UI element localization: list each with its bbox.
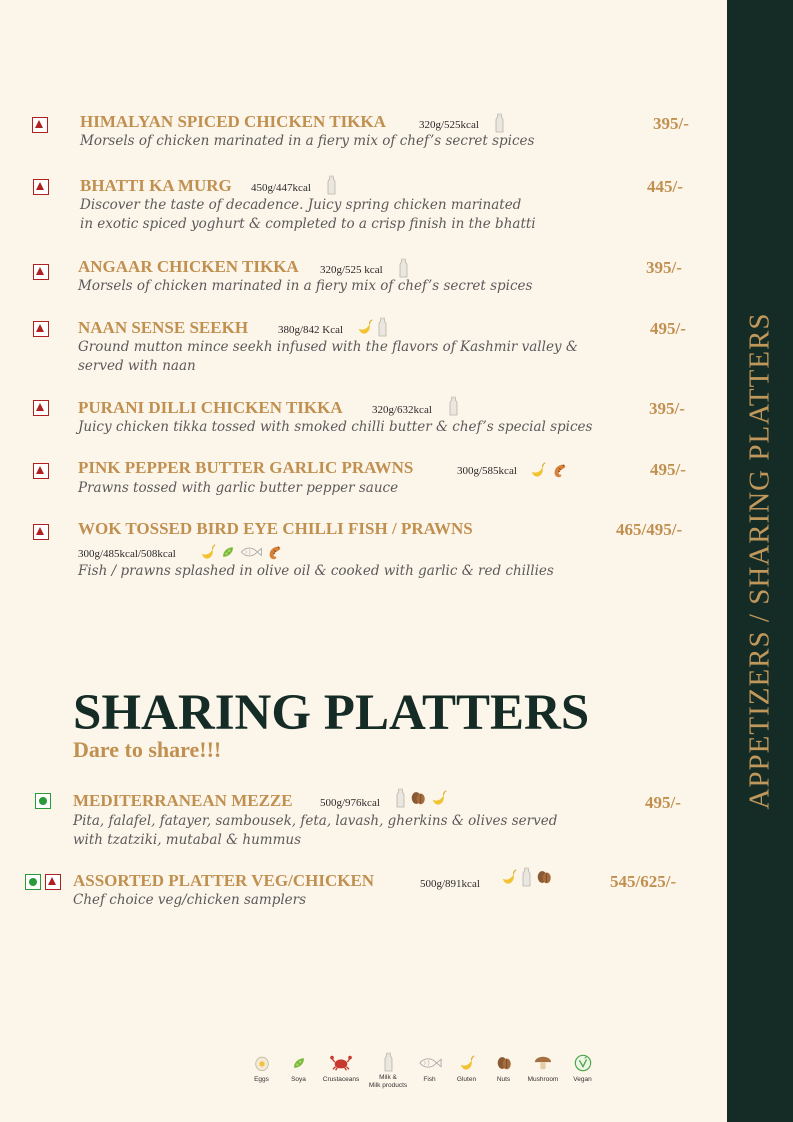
gluten-icon xyxy=(356,318,374,336)
milk-icon xyxy=(521,867,532,887)
legend-label: Soya xyxy=(291,1076,306,1083)
milk-icon xyxy=(377,317,388,337)
gluten-icon xyxy=(430,789,448,807)
milk-icon xyxy=(383,1052,394,1072)
allergen-icons xyxy=(395,788,448,808)
milk-icon xyxy=(326,175,337,195)
item-price: 395/- xyxy=(649,399,685,418)
fish-icon xyxy=(418,1054,442,1072)
milk-icon xyxy=(448,396,459,416)
legend-label: Nuts xyxy=(496,1076,511,1083)
item-description: Fish / prawns splashed in olive oil & cooked with garlic & red chillies xyxy=(78,563,554,579)
item-meta: 300g/485kcal/508kcal xyxy=(78,548,176,560)
legend-label: Eggs xyxy=(254,1076,269,1083)
nuts-icon xyxy=(409,789,427,807)
gluten-icon xyxy=(199,543,217,561)
non-veg-icon xyxy=(33,179,49,195)
item-description: Morsels of chicken marinated in a fiery mix of chef’s secret spices xyxy=(80,133,535,149)
item-description: served with naan xyxy=(78,358,196,374)
legend-label: Fish xyxy=(423,1076,436,1083)
item-description: Ground mutton mince seekh infused with the flavors of Kashmir valley & xyxy=(78,339,578,355)
mushroom-icon xyxy=(532,1054,554,1072)
item-meta: 320g/525kcal xyxy=(419,119,479,131)
non-veg-icon xyxy=(45,874,61,890)
non-veg-icon xyxy=(32,117,48,133)
item-description: Chef choice veg/chicken samplers xyxy=(73,892,307,908)
item-meta: 320g/632kcal xyxy=(372,404,432,416)
legend-item xyxy=(283,1054,314,1090)
milk-icon xyxy=(395,788,406,808)
legend-label: Gluten xyxy=(456,1076,477,1083)
gluten-icon xyxy=(458,1054,476,1072)
legend-label: Mushroom xyxy=(527,1076,559,1083)
veg-icon xyxy=(35,793,51,809)
item-name: WOK TOSSED BIRD EYE CHILLI FISH / PRAWNS xyxy=(78,519,473,538)
item-description: in exotic spiced yoghurt & completed to a crisp finish in the bhatti xyxy=(80,216,536,232)
item-meta: 380g/842 Kcal xyxy=(278,324,344,336)
section-title: SHARING PLATTERS xyxy=(73,685,590,741)
egg-icon xyxy=(253,1054,271,1072)
item-description: Juicy chicken tikka tossed with smoked chilli butter & chef’s special spices xyxy=(78,419,593,435)
legend-item xyxy=(567,1054,598,1090)
non-veg-icon xyxy=(33,463,49,479)
legend-item xyxy=(320,1054,362,1090)
item-name: ANGAAR CHICKEN TIKKA xyxy=(78,257,299,276)
item-description: with tzatziki, mutabal & hummus xyxy=(73,832,301,848)
crustacean-icon xyxy=(266,543,284,561)
allergen-icons xyxy=(356,317,388,337)
allergen-icons xyxy=(529,461,570,479)
section-subtitle: Dare to share!!! xyxy=(73,737,222,762)
gluten-icon xyxy=(500,868,518,886)
item-description: Prawns tossed with garlic butter pepper sauce xyxy=(78,480,399,496)
item-name: MEDITERRANEAN MEZZE xyxy=(73,791,293,810)
allergen-legend xyxy=(246,1054,598,1090)
allergen-icons xyxy=(326,175,337,195)
item-price: 495/- xyxy=(645,793,681,812)
non-veg-icon xyxy=(33,524,49,540)
item-name: PINK PEPPER BUTTER GARLIC PRAWNS xyxy=(78,458,414,477)
fish-icon xyxy=(239,545,263,559)
item-name: ASSORTED PLATTER VEG/CHICKEN xyxy=(73,871,375,890)
item-meta: 320g/525 kcal xyxy=(320,264,383,276)
legend-label: Milk & Milk products xyxy=(368,1074,408,1089)
crustacean-icon xyxy=(550,461,570,479)
crustacean-icon xyxy=(330,1054,352,1072)
item-meta: 500g/976kcal xyxy=(320,797,380,809)
legend-item xyxy=(246,1054,277,1090)
item-price: 495/- xyxy=(650,319,686,338)
nuts-icon xyxy=(535,868,553,886)
item-description: Discover the taste of decadence. Juicy spring chicken marinated xyxy=(80,197,522,213)
item-meta: 500g/891kcal xyxy=(420,878,480,890)
soya-icon xyxy=(220,544,236,560)
legend-item xyxy=(451,1054,482,1090)
item-price: 395/- xyxy=(653,114,689,133)
legend-item xyxy=(488,1054,519,1090)
item-price: 445/- xyxy=(647,177,683,196)
item-price: 495/- xyxy=(650,460,686,479)
nuts-icon xyxy=(495,1054,513,1072)
milk-icon xyxy=(398,258,409,278)
item-meta: 450g/447kcal xyxy=(251,182,311,194)
non-veg-icon xyxy=(33,264,49,280)
legend-item xyxy=(368,1054,408,1090)
non-veg-icon xyxy=(33,400,49,416)
allergen-icons xyxy=(494,113,505,133)
veg-icon xyxy=(25,874,41,890)
non-veg-icon xyxy=(33,321,49,337)
allergen-icons xyxy=(500,867,553,887)
item-price: 395/- xyxy=(646,258,682,277)
soya-icon xyxy=(291,1054,307,1072)
legend-item xyxy=(414,1054,445,1090)
vegan-icon xyxy=(574,1054,592,1072)
item-description: Morsels of chicken marinated in a fiery mix of chef’s secret spices xyxy=(78,278,533,294)
legend-item xyxy=(525,1054,561,1090)
item-price: 465/495/- xyxy=(616,520,683,539)
gluten-icon xyxy=(529,461,547,479)
allergen-icons xyxy=(398,258,409,278)
sidebar-title: APPETIZERS / SHARING PLATTERS xyxy=(743,312,776,810)
legend-label: Crustaceans xyxy=(322,1076,360,1083)
item-description: Pita, falafel, fatayer, sambousek, feta, lavash, gherkins & olives served xyxy=(73,813,558,829)
milk-icon xyxy=(494,113,505,133)
legend-label: Vegan xyxy=(573,1076,592,1083)
item-meta: 300g/585kcal xyxy=(457,465,517,477)
item-name: PURANI DILLI CHICKEN TIKKA xyxy=(78,398,343,417)
allergen-icons xyxy=(199,543,284,561)
item-name: BHATTI KA MURG xyxy=(80,176,232,195)
item-name: NAAN SENSE SEEKH xyxy=(78,318,249,337)
item-name: HIMALYAN SPICED CHICKEN TIKKA xyxy=(80,112,386,131)
item-price: 545/625/- xyxy=(610,872,677,891)
allergen-icons xyxy=(448,396,459,416)
